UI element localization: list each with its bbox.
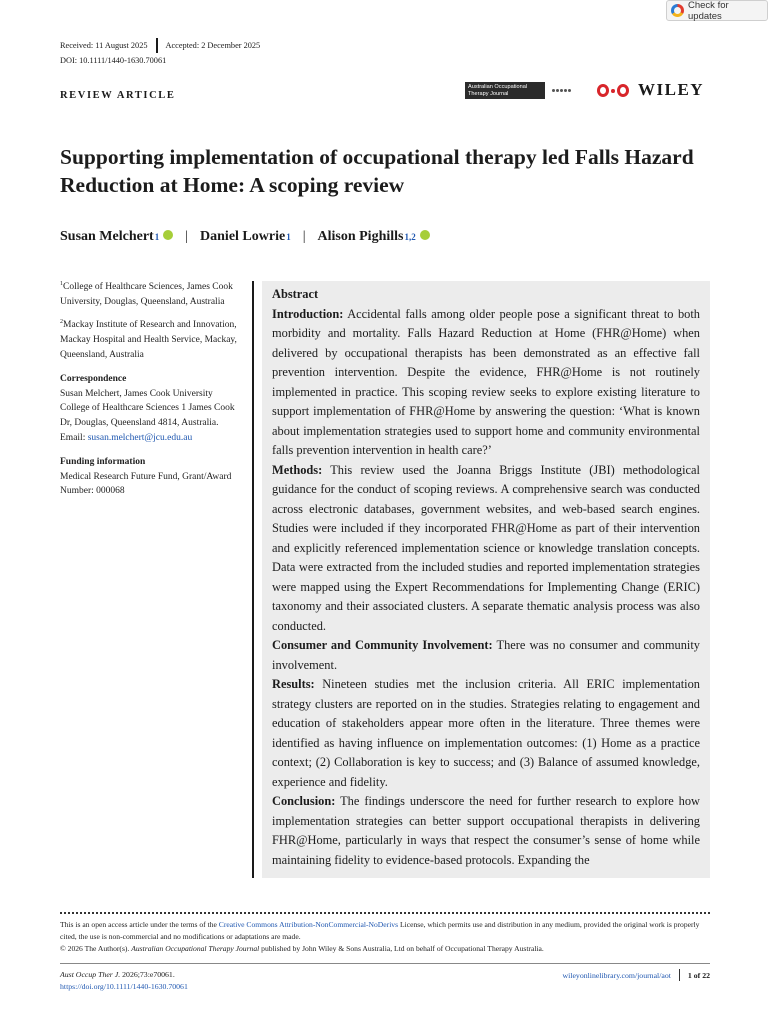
bottom-divider <box>60 963 710 964</box>
abstract-section-label: Consumer and Community Involvement: <box>272 638 493 652</box>
abstract-rule <box>252 281 254 878</box>
footer-divider <box>60 912 710 914</box>
abstract-section-label: Introduction: <box>272 306 344 321</box>
author-affiliation-ref[interactable]: 1,2 <box>404 232 416 242</box>
author-name[interactable]: Susan Melchert <box>60 229 154 244</box>
abstract-heading: Abstract <box>272 287 319 301</box>
abstract-section-text: The findings underscore the need for further research to explore how implementation strategies can better support occupational therapists in delivering FHR@Home, particularly in ways that respect the consumer’s sense of home while maintaining fidelity to evidence-based protocols. Expanding the <box>272 794 700 867</box>
abstract-section-methods <box>272 461 700 637</box>
article-doi: DOI: 10.1111/1440-1630.70061 <box>60 56 167 65</box>
citation-volume: 2026;73:e70061. <box>120 970 175 979</box>
author-list <box>60 229 430 245</box>
affiliation-text: College of Healthcare Sciences, James Cook University, Douglas, Queensland, Australia <box>60 282 233 307</box>
orcid-icon[interactable] <box>163 230 173 240</box>
check-updates-label: Check for updates <box>688 0 729 22</box>
affiliation-number: 1 <box>60 281 63 287</box>
journal-logo-line1: Australian Occupational <box>468 84 528 90</box>
affiliation-text: Mackay Institute of Research and Innovation, Mackay Hospital and Health Service, Mackay, Queensland, Australia <box>60 320 237 360</box>
email-label: Email: <box>60 432 88 443</box>
abstract-section-text: This review used the Joanna Briggs Institute (JBI) methodological guidance for the conduct of scoping reviews. A comprehensive search was conducted across electronic databases, government websites, and web-based search engines. Studies were included if they incorporated FHR@Home as part of their intervention and explicitly referenced implementation science or knowledge translation concepts. Data were extracted from the included studies and reported implementation strategies were mapped using the Expert Recommendations for Implementing Change (ERIC) taxonomy and their associated clusters. A separate thematic analysis process was also conducted. <box>272 462 700 633</box>
abstract-section-conclusion <box>272 792 700 870</box>
article-dates <box>60 38 260 53</box>
abstract-section-label: Results: <box>272 677 315 691</box>
correspondence-address: Susan Melchert, James Cook University College of Healthcare Sciences 1 James Cook Dr, Douglas, Queensland 4814, Australia. <box>60 388 235 429</box>
correspondence-details <box>60 387 240 445</box>
page-info <box>563 969 711 981</box>
citation-journal: Aust Occup Ther J. <box>60 970 121 979</box>
doi-link[interactable]: https://doi.org/10.1111/1440-1630.70061 <box>60 982 188 991</box>
correspondence-email-link[interactable]: susan.melchert@jcu.edu.au <box>87 432 193 443</box>
funding-text: Medical Research Future Fund, Grant/Award Number: 000068 <box>60 471 232 497</box>
check-for-updates-button[interactable] <box>666 0 768 21</box>
page-info-separator <box>679 969 680 981</box>
page-number: 1 of 22 <box>687 970 710 980</box>
abstract-section-text: Accidental falls among older people pose a significant threat to both morbidity and mortality. Falls Hazard Reduction at Home (FHR@Home) when delivered by occupational therapists has been demonstrated as an effective fall prevention intervention. Despite the evidence, FHR@Home is not routinely implemented in practice. This scoping review seeks to explore existing literature to support implementation of FHR@Home by answering the question: ‘What is known about implementation strategies used to support home and community environmental falls prevention intervention in health care?’ <box>272 306 700 457</box>
affiliation <box>60 315 240 362</box>
author-affiliation-ref[interactable]: 1 <box>154 232 160 242</box>
check-updates-icon <box>671 4 684 17</box>
license-text: This is an open access article under the terms of the <box>60 920 219 929</box>
affiliation-number: 2 <box>60 319 63 326</box>
journal-logo <box>465 82 545 99</box>
license-text: License, which permits use and distribution in any medium, provided the original work is properly cited, the use is non-commercial and no modifications or adaptations are made. <box>60 920 700 941</box>
article-title: Supporting implementation of occupational therapy led Falls Hazard Reduction at Home: A scoping review <box>60 145 694 197</box>
abstract-section-results <box>272 675 700 792</box>
date-separator <box>156 38 158 53</box>
journal-site-link[interactable]: wileyonlinelibrary.com/journal/aot <box>562 970 671 980</box>
affiliation <box>60 277 240 309</box>
article-info-sidebar <box>60 277 240 505</box>
article-type: REVIEW ARTICLE <box>60 90 176 101</box>
funding-heading: Funding information <box>60 457 146 468</box>
abstract-section-text: There was no consumer and community involvement. <box>272 638 701 672</box>
copyright-journal: Australian Occupational Therapy Journal <box>131 944 260 953</box>
ot-australia-logo-icon <box>597 82 629 99</box>
author-name[interactable]: Daniel Lowrie <box>200 229 286 244</box>
license-link[interactable]: Creative Commons Attribution-NonCommercial-NoDerivs <box>218 920 399 929</box>
license-notice <box>60 919 710 955</box>
author-separator: | <box>302 229 306 244</box>
received-date: Received: 11 August 2025 <box>60 41 148 50</box>
journal-logo-line2: Therapy Journal <box>468 91 509 97</box>
publisher-logo: WILEY <box>638 80 705 99</box>
citation-block <box>60 969 188 993</box>
society-emblem-icon <box>552 82 582 99</box>
abstract-section-label: Conclusion: <box>272 794 336 808</box>
author-separator: | <box>185 229 189 244</box>
copyright-text: published by John Wiley & Sons Australia, Ltd on behalf of Occupational Therapy Australia. <box>259 944 544 953</box>
author-affiliation-ref[interactable]: 1 <box>286 232 291 242</box>
author-name[interactable]: Alison Pighills <box>317 229 404 244</box>
orcid-icon[interactable] <box>420 230 430 240</box>
accepted-date: Accepted: 2 December 2025 <box>165 41 261 50</box>
copyright-text: © 2026 The Author(s). <box>60 944 132 953</box>
abstract-box <box>262 281 710 878</box>
abstract-section-label: Methods: <box>272 462 323 477</box>
correspondence-heading: Correspondence <box>60 374 127 385</box>
abstract-section-consumer <box>272 636 700 675</box>
abstract-section-text: Nineteen studies met the inclusion criteria. All ERIC implementation strategy clusters are reported on in the studies. Strategies relating to engagement and education of stakeholders appear more often in the literature. Three themes were identified as having influence on implementation outcomes: (1) Home as a practice context; (2) Collaboration is key to success; and (3) Balance of assumed knowledge, experience and fidelity. <box>272 677 700 789</box>
abstract-section-introduction <box>272 305 700 461</box>
